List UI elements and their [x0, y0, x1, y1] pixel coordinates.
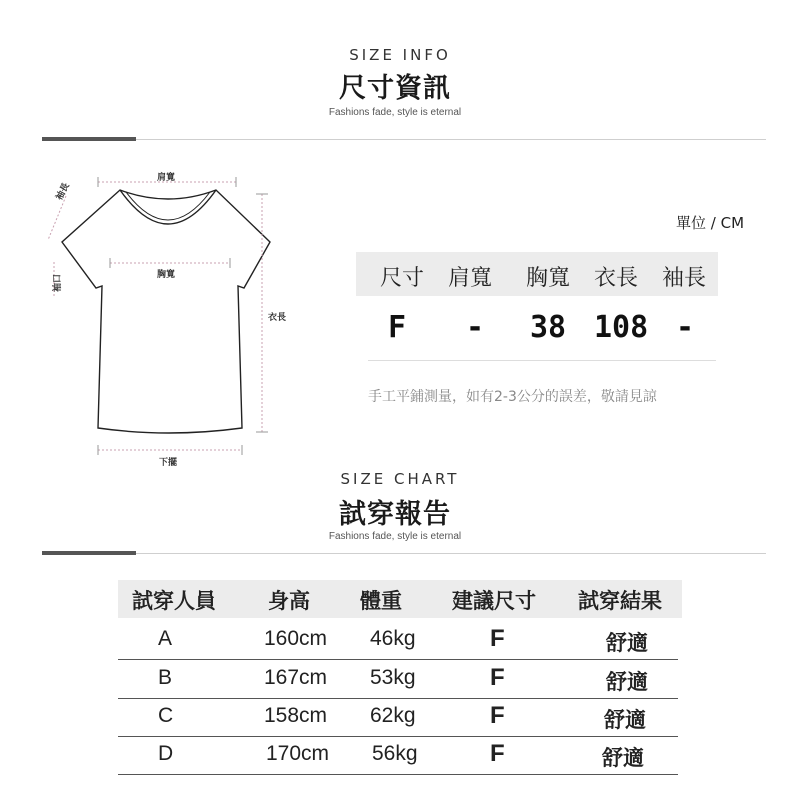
- size-value-length: 108: [594, 310, 649, 345]
- try-cell-size: F: [490, 625, 505, 652]
- hem-measure-line: [98, 445, 242, 455]
- size-chart-title-en: SIZE CHART: [340, 470, 460, 488]
- sleeve-measure-line: [48, 196, 66, 240]
- table-row: [118, 698, 678, 737]
- size-table-divider: [368, 360, 716, 361]
- try-cell-weight: 56kg: [372, 742, 418, 765]
- try-cell-height: 160cm: [264, 627, 328, 650]
- try-cell-height: 158cm: [264, 704, 328, 727]
- size-header-size: 尺寸: [380, 266, 425, 291]
- label-cuff: 袖口: [53, 273, 63, 292]
- size-info-tagline: Fashions fade, style is eternal: [328, 107, 462, 118]
- tshirt-diagram: [40, 160, 280, 470]
- label-shoulder: 肩寬: [157, 173, 176, 183]
- try-cell-weight: 53kg: [370, 666, 416, 689]
- size-chart-title-zh: 試穿報告: [339, 499, 451, 530]
- try-table-header: [118, 580, 682, 618]
- table-row: [118, 621, 678, 660]
- try-cell-weight: 46kg: [370, 627, 416, 650]
- try-cell-height: 167cm: [264, 666, 328, 689]
- try-cell-result: 舒適: [604, 709, 646, 732]
- try-cell-weight: 62kg: [370, 704, 416, 727]
- label-chest: 胸寬: [157, 270, 176, 280]
- tshirt-outline: [62, 190, 270, 433]
- try-cell-person: D: [158, 742, 174, 765]
- size-chart-divider-accent: [42, 551, 136, 555]
- try-cell-size: F: [490, 740, 505, 767]
- try-cell-person: C: [158, 704, 174, 727]
- size-info-title-en: SIZE INFO: [349, 46, 451, 64]
- try-cell-result: 舒適: [606, 671, 648, 694]
- try-cell-size: F: [490, 664, 505, 691]
- label-sleeve: 袖長: [54, 181, 72, 203]
- unit-label: 單位 / CM: [676, 214, 745, 232]
- try-cell-height: 170cm: [266, 742, 330, 765]
- size-value-chest: 38: [530, 310, 567, 345]
- size-chart-tagline: Fashions fade, style is eternal: [328, 531, 462, 542]
- size-header-shoulder: 肩寬: [448, 266, 493, 291]
- measure-note: 手工平鋪測量，如有2-3公分的誤差，敬請見諒: [368, 389, 657, 405]
- size-info-divider-accent: [42, 137, 136, 141]
- size-info-title-zh: 尺寸資訊: [339, 73, 451, 104]
- size-value-sleeve: -: [676, 310, 695, 345]
- try-cell-person: B: [158, 666, 173, 689]
- try-cell-result: 舒適: [606, 632, 648, 655]
- try-header-size: 建議尺寸: [452, 589, 536, 613]
- size-header-length: 衣長: [594, 266, 639, 291]
- table-row: [118, 660, 678, 699]
- try-cell-result: 舒適: [602, 747, 644, 770]
- try-header-person: 試穿人員: [132, 589, 216, 613]
- size-header-chest: 胸寬: [526, 266, 571, 291]
- size-header-sleeve: 袖長: [662, 266, 707, 291]
- try-header-weight: 體重: [360, 589, 402, 613]
- try-header-result: 試穿結果: [578, 589, 662, 613]
- try-header-height: 身高: [268, 589, 310, 613]
- try-cell-person: A: [158, 627, 173, 650]
- size-value-shoulder: -: [466, 310, 485, 345]
- size-value-size: F: [388, 310, 407, 345]
- table-row: [118, 736, 678, 775]
- size-table-header: [356, 252, 718, 296]
- size-chart-divider: [42, 553, 766, 554]
- try-cell-size: F: [490, 702, 505, 729]
- label-length: 衣長: [268, 313, 287, 323]
- size-info-divider: [42, 139, 766, 140]
- label-hem: 下擺: [159, 458, 178, 468]
